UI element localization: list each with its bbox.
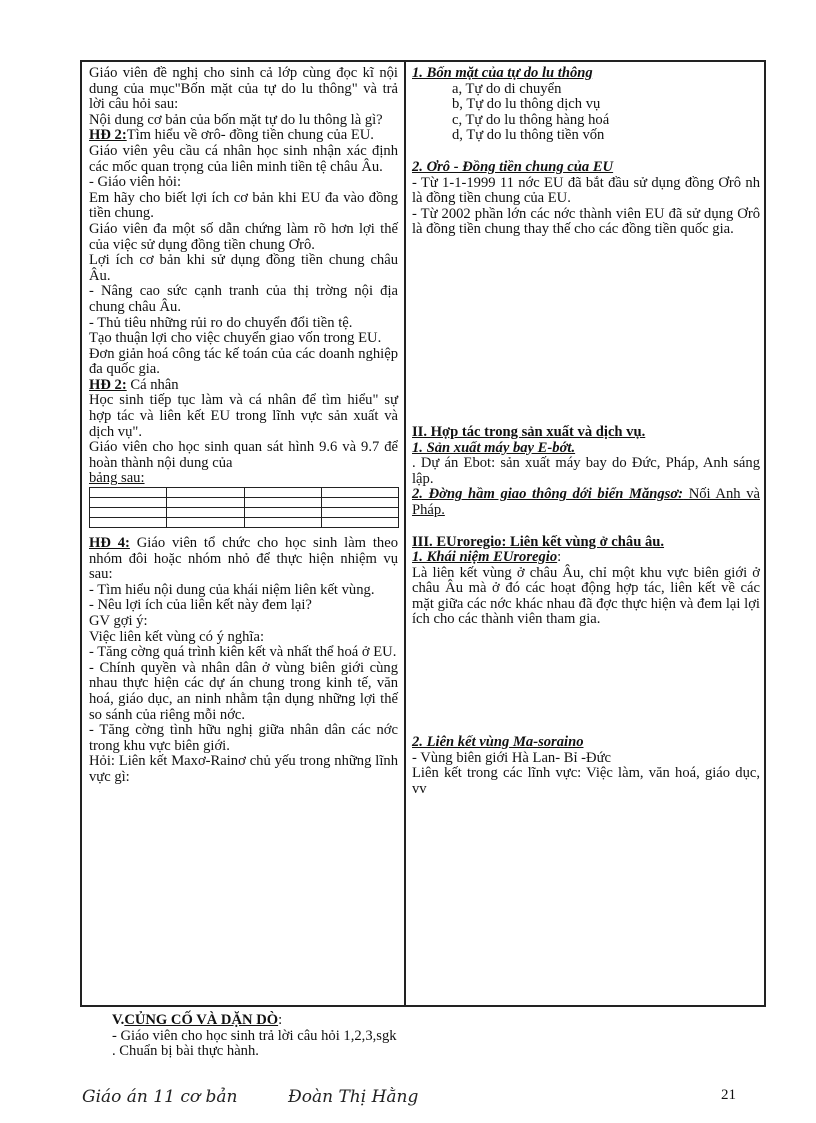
summary-section	[112, 1013, 397, 1060]
content-column	[406, 62, 764, 1005]
paragraph: Lợi ích cơ bản khi sử dụng đồng tiền chung châu Âu.	[89, 252, 398, 284]
paragraph: - Giáo viên hỏi:	[89, 174, 182, 191]
page-number: 21	[721, 1087, 736, 1103]
paragraph: Đơn giản hoá công tác kế toán của các doanh nghiệp đa quốc gia.	[89, 345, 398, 378]
paragraph: Nội dung cơ bản của bốn mặt tự do lu thông là gì?	[89, 111, 383, 128]
section-heading: 1. Bốn mặt của tự do lu thông	[412, 65, 593, 81]
blank-table	[89, 487, 399, 528]
subsection-title: 1. Khái niệm EUroregio	[412, 549, 558, 566]
summary-heading	[112, 1013, 397, 1029]
paragraph: - Từ 1-1-1999 11 nớc EU đã bắt đầu sử dụng đồng Ơrô nh là đồng tiền chung của EU.	[412, 174, 760, 207]
paragraph: GV gợi ý:	[89, 613, 148, 629]
section-heading: II. Hợp tác trong sản xuất và dịch vụ.	[412, 423, 646, 440]
footer-doc-title: Giáo án 11 cơ bản	[82, 1087, 238, 1107]
list-item: c, Tự do lu thông hàng hoá	[452, 111, 610, 128]
paragraph: - Tăng cờng tình hữu nghị giữa nhân dân các nớc trong khu vực biên giới.	[89, 722, 398, 754]
subsection-heading: 1. Sản xuất máy bay E-bớt.	[412, 439, 576, 456]
paragraph: Giáo viên đa một số dẫn chứng làm rõ hơn lợi thế của việc sử dụng đồng tiền chung Ơrô.	[89, 220, 398, 253]
subsection-heading: 2. Liên kết vùng Ma-soraino	[412, 734, 584, 751]
activity-text: Giáo viên tổ chức cho học sinh làm theo nhóm đôi hoặc nhóm nhỏ để thực hiện nhiệm vụ sau:	[89, 535, 398, 583]
table-row	[90, 508, 399, 518]
paragraph: - Từ 2002 phần lớn các nớc thành viên EU đã sử dụng Ơrô là đồng tiền chung thay thế cho các đồng tiền quốc gia.	[412, 205, 760, 238]
paragraph: Học sinh tiếp tục làm và cá nhân để tìm hiểu" sự hợp tác và liên kết EU trong lĩnh vực sản xuất và dịch vụ".	[89, 392, 398, 440]
subsection-heading	[412, 550, 760, 566]
activity-label: HĐ 2:	[89, 127, 127, 144]
subsection-title: 2. Đờng hầm giao thông dới biển Măngsơ:	[412, 486, 684, 503]
table-row	[90, 488, 399, 498]
lesson-table	[80, 60, 766, 1007]
paragraph: - Nâng cao sức cạnh tranh của thị trờng nội địa chung châu Âu.	[89, 283, 398, 315]
section-heading: 2. Ơrô - Đồng tiền chung của EU	[412, 158, 614, 175]
subsection-tail: :	[557, 549, 562, 566]
paragraph: - Thủ tiêu những rủi ro do chuyển đổi tiền tệ.	[89, 314, 353, 331]
paragraph: bảng sau:	[89, 470, 145, 487]
section-colon: :	[278, 1012, 283, 1028]
list-item: a, Tự do di chuyển	[452, 80, 562, 97]
paragraph: Giáo viên cho học sinh quan sát hình 9.6 và 9.7 để hoàn thành nội dung của	[89, 439, 398, 471]
paragraph: Giáo viên yêu cầu cá nhân học sinh nhận xác định các mốc quan trọng của liên minh tiền tệ châu Âu.	[89, 142, 398, 175]
paragraph: Giáo viên đề nghị cho sinh cả lớp cùng đọc kĩ nội dung của mục"Bốn mặt của tự do lu thông" và trả lời câu hỏi sau:	[89, 65, 398, 113]
paragraph: Việc liên kết vùng có ý nghĩa:	[89, 628, 265, 645]
activity-heading	[89, 378, 398, 394]
activity-label: HĐ 2:	[89, 376, 127, 393]
paragraph: - Giáo viên cho học sinh trả lời câu hỏi 1,2,3,sgk	[112, 1027, 397, 1044]
table-row	[90, 518, 399, 528]
section-title: CỦNG CỐ VÀ DẶN DÒ	[124, 1012, 279, 1028]
activity-heading	[89, 128, 398, 144]
list-item: d, Tự do lu thông tiền vốn	[452, 127, 605, 144]
teacher-activities-column	[82, 62, 406, 1005]
activity-label: HĐ 4:	[89, 535, 130, 552]
subsection-text: Nối Anh và Pháp.	[412, 486, 760, 518]
table-row	[90, 498, 399, 508]
section-heading: III. EUroregio: Liên kết vùng ở châu âu.	[412, 533, 665, 550]
paragraph: - Vùng biên giới Hà Lan- Bỉ -Đức	[412, 749, 611, 766]
paragraph: . Dự án Ebot: sản xuất máy bay do Đức, Pháp, Anh sáng lập.	[412, 455, 760, 487]
paragraph: Là liên kết vùng ở châu Âu, chỉ một khu vực biên giới ở châu Âu mà ở đó các hoạt động hợp tác, liên kết về các mặt giữa các nớc khác nhau đã đợc thực hiện và đem lại lợi ích cho các thành viên tham gia.	[412, 564, 760, 628]
activity-heading	[89, 536, 398, 583]
paragraph: - Tìm hiểu nội dung của khái niệm liên kết vùng.	[89, 581, 375, 598]
paragraph: - Chính quyền và nhân dân ở vùng biên giới cùng nhau thực hiện các dự án chung trong kinh tế, văn hoá, giáo dục, an ninh nhằm tận dụng những lợi thế so sánh của riêng mỗi nớc.	[89, 659, 398, 723]
footer-author: Đoàn Thị Hằng	[288, 1087, 419, 1107]
subsection-heading	[412, 487, 760, 518]
paragraph: . Chuẩn bị bài thực hành.	[112, 1043, 259, 1060]
paragraph: Liên kết trong các lĩnh vực: Việc làm, văn hoá, giáo dục, vv	[412, 765, 760, 797]
paragraph: Hỏi: Liên kết Maxơ-Rainơ chủ yếu trong những lĩnh vực gì:	[89, 753, 398, 785]
paragraph: - Nêu lợi ích của liên kết này đem lại?	[89, 597, 312, 614]
paragraph: Em hãy cho biết lợi ích cơ bản khi EU đa vào đồng tiền chung.	[89, 189, 398, 222]
activity-text: Tìm hiểu về ơrô- đồng tiền chung của EU.	[126, 127, 374, 144]
activity-text: Cá nhân	[126, 376, 179, 393]
paragraph: - Tăng cờng quá trình kiên kết và nhất thể hoá ở EU.	[89, 644, 397, 661]
section-number: V.	[112, 1012, 125, 1028]
paragraph: Tạo thuận lợi cho việc chuyển giao vốn trong EU.	[89, 330, 382, 347]
list-item: b, Tự do lu thông dịch vụ	[452, 96, 601, 113]
